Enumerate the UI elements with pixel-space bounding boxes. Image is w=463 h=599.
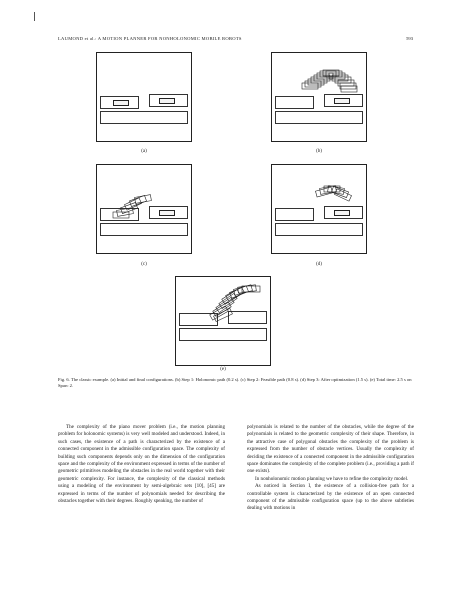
panel-label-a: (a) bbox=[141, 149, 147, 154]
figure-panel-a bbox=[96, 52, 192, 142]
feasible-path-trace bbox=[97, 165, 193, 255]
paragraph: polynomials is related to the number of the obstacles, while the degree of the polynomials is related to the geometric complexity of their shape. Therefore, in the attractive case of polygonal obstacles the complexity of the problem is expressed from the number of obstacle vertices. Usually the complexity of deciding the existence of a connected component in the admissible configuration space dominates the complexity of the complete problem (i.e., providing a path if one exists). bbox=[247, 424, 414, 475]
robot-final bbox=[334, 210, 350, 216]
figure-panel-d bbox=[271, 164, 367, 254]
page-margin-mark bbox=[34, 12, 35, 21]
panel-label-c: (c) bbox=[141, 262, 147, 267]
body-column-left bbox=[58, 424, 225, 505]
paragraph: The complexity of the piano mover problem (i.e., the motion planning problem for holonomic systems) is very well modeled and understood. Indeed, in such cases, the existence of a path is characterized by the existence of a connected component in the admissible configuration space. The complexity of building such components depends only on the dimension of the configuration space and the complexity of the environment expressed in terms of the number of geometric primitives modeling the obstacles in the real world together with their geometric complexity. For instance, the complexity of the classical methods using a modeling of the environment by semi-algebraic sets [10], [45] are expressed in terms of the number of polynomials needed for describing the obstacles together with their degrees. Roughly speaking, the number of bbox=[58, 424, 225, 505]
running-title: LAUMOND et al.: A MOTION PLANNER FOR NONHOLONOMIC MOBILE ROBOTS bbox=[58, 36, 242, 41]
robot-final bbox=[159, 210, 175, 216]
holonomic-path-trace bbox=[272, 53, 368, 143]
paragraph: As noticed in Section I, the existence of a collision-free path for a controllable system is characterized by the existence of an open connected component of the admissible configuration space (up to the above subtleties dealing with motions in bbox=[247, 483, 414, 512]
obstacle-bottom bbox=[100, 111, 188, 124]
figure-panel-c bbox=[96, 164, 192, 254]
robot-initial bbox=[113, 100, 129, 106]
total-path-trace bbox=[176, 277, 272, 367]
figure-panel-e bbox=[175, 276, 271, 366]
robot-final bbox=[334, 98, 350, 104]
running-header bbox=[58, 36, 413, 46]
figure-caption: Fig. 6. The classic example. (a) Initial and final configurations. (b) Step 1: Holonomic path (0.2 s). (c) Step 2: Feasible path (0.8 s). (d) Step 3: After optimization (1.5 s). (e) Total time: 2.5 s on Sparc 2. bbox=[58, 377, 412, 389]
panel-label-e: (e) bbox=[220, 367, 226, 372]
figure-panel-b bbox=[271, 52, 367, 142]
body-column-right bbox=[247, 424, 414, 513]
page-number: 593 bbox=[406, 36, 413, 41]
panel-label-b: (b) bbox=[316, 149, 322, 154]
optimized-path-trace bbox=[272, 165, 368, 255]
panel-label-d: (d) bbox=[316, 262, 322, 267]
robot-final bbox=[159, 98, 175, 104]
paragraph: In nonholonomic motion planning we have to refine the complexity model. bbox=[255, 475, 409, 482]
